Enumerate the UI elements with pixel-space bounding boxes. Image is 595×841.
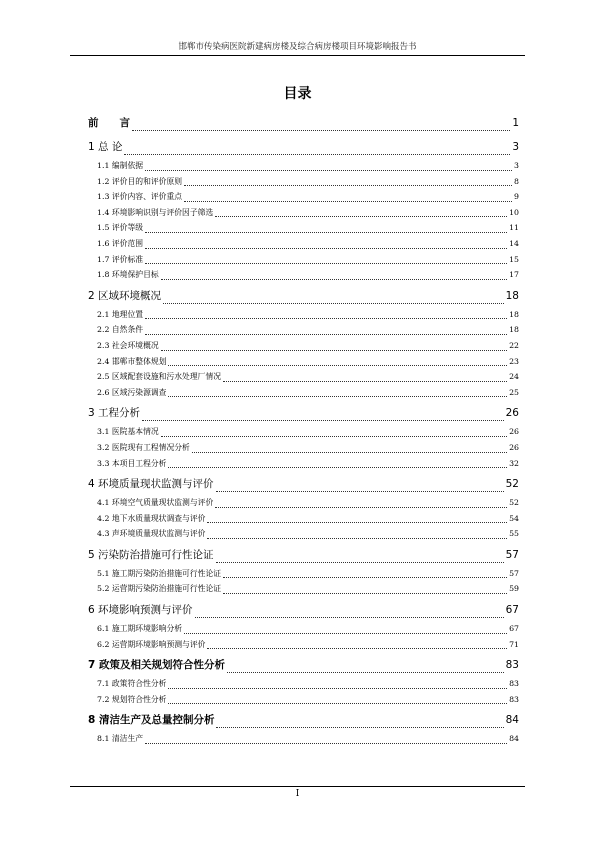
page-number: I xyxy=(295,789,300,799)
toc-entry-label: 2.2 自然条件 xyxy=(97,325,144,335)
toc-dot-leader xyxy=(145,263,507,264)
toc-entry-label: 1 总 论 xyxy=(88,141,123,153)
toc-dot-leader xyxy=(163,303,504,304)
toc-entry-page: 52 xyxy=(505,478,519,491)
toc-chapter-entry[interactable] xyxy=(88,710,519,731)
toc-entry-page: 10 xyxy=(509,207,519,217)
toc-entry-page: 18 xyxy=(509,309,519,319)
toc-dot-leader xyxy=(124,154,510,155)
toc-entry-page: 18 xyxy=(505,289,519,302)
toc-section-entry[interactable] xyxy=(88,338,519,354)
toc-section-entry[interactable] xyxy=(88,495,519,511)
toc-entry-label: 6.2 运营期环境影响预测与评价 xyxy=(97,639,206,649)
toc-entry-page: 15 xyxy=(509,254,519,264)
toc-entry-page: 8 xyxy=(514,176,519,186)
toc-section-entry[interactable] xyxy=(88,236,519,252)
toc-dot-leader xyxy=(223,577,507,578)
toc-entry-page: 84 xyxy=(505,714,519,727)
toc-entry-label: 8 清洁生产及总量控制分析 xyxy=(88,714,215,727)
toc-dot-leader xyxy=(192,452,507,453)
toc-section-entry[interactable] xyxy=(88,456,519,472)
toc-entry-label: 1.8 环境保护目标 xyxy=(97,270,159,280)
toc-dot-leader xyxy=(207,522,507,523)
toc-dot-leader xyxy=(168,365,507,366)
toc-section-entry[interactable] xyxy=(88,385,519,401)
toc-entry-page: 24 xyxy=(509,372,519,382)
toc-section-entry[interactable] xyxy=(88,676,519,692)
toc-chapter-entry[interactable] xyxy=(88,655,519,676)
toc-entry-label: 7 政策及相关规划符合性分析 xyxy=(88,659,225,672)
toc-entry-label: 3.2 医院现有工程情况分析 xyxy=(97,442,190,452)
toc-entry-page: 18 xyxy=(509,325,519,335)
toc-entry-label: 3.1 医院基本情况 xyxy=(97,427,159,437)
toc-section-entry[interactable] xyxy=(88,511,519,527)
toc-dot-leader xyxy=(223,381,507,382)
toc-dot-leader xyxy=(215,216,507,217)
toc-dot-leader xyxy=(216,727,503,728)
toc-dot-leader xyxy=(168,703,507,704)
footer-divider xyxy=(70,786,525,787)
toc-entry-page: 67 xyxy=(509,624,519,634)
toc-entry-page: 83 xyxy=(505,659,519,672)
toc-dot-leader xyxy=(216,562,504,563)
toc-entry-label: 2.5 区域配套设施和污水处理厂情况 xyxy=(97,372,222,382)
toc-section-entry[interactable] xyxy=(88,369,519,385)
toc-dot-leader xyxy=(184,185,512,186)
toc-entry-page: 1 xyxy=(512,117,519,129)
toc-entry-page: 22 xyxy=(509,340,519,350)
toc-section-entry[interactable] xyxy=(88,581,519,597)
toc-dot-leader xyxy=(223,593,507,594)
toc-section-entry[interactable] xyxy=(88,307,519,323)
toc-section-entry[interactable] xyxy=(88,267,519,283)
toc-entry-label: 4.3 声环境质量现状监测与评价 xyxy=(97,529,206,539)
toc-entry-page: 57 xyxy=(509,568,519,578)
toc-section-entry[interactable] xyxy=(88,252,519,268)
toc-entry-label: 5 污染防治措施可行性论证 xyxy=(88,548,214,561)
header-divider xyxy=(70,55,525,56)
toc-dot-leader xyxy=(207,538,507,539)
toc-entry-label: 1.7 评价标准 xyxy=(97,254,144,264)
toc-dot-leader xyxy=(161,350,507,351)
toc-dot-leader xyxy=(145,248,507,249)
toc-dot-leader xyxy=(168,396,507,397)
running-header: 邯郸市传染病医院新建病房楼及综合病房楼项目环境影响报告书 xyxy=(178,42,417,52)
toc-entry-label: 前 言 xyxy=(88,117,130,129)
toc-section-entry[interactable] xyxy=(88,440,519,456)
toc-entry-page: 25 xyxy=(509,387,519,397)
toc-entry-label: 2.6 区域污染源调查 xyxy=(97,387,167,397)
toc-entry-page: 83 xyxy=(509,694,519,704)
toc-entry-page: 67 xyxy=(505,604,519,617)
toc-entry-label: 2.3 社会环境概况 xyxy=(97,340,159,350)
toc-dot-leader xyxy=(227,672,504,673)
toc-section-entry[interactable] xyxy=(88,205,519,221)
toc-section-entry[interactable] xyxy=(88,526,519,542)
toc-entry-page: 59 xyxy=(509,584,519,594)
toc-entry-label: 1.6 评价范围 xyxy=(97,238,144,248)
toc-dot-leader xyxy=(168,467,507,468)
toc-entry-label: 3.3 本项目工程分析 xyxy=(97,458,167,468)
toc-entry-page: 54 xyxy=(509,513,519,523)
toc-entry-page: 71 xyxy=(509,639,519,649)
toc-entry-page: 14 xyxy=(509,238,519,248)
toc-dot-leader xyxy=(195,617,504,618)
toc-entry-label: 4.1 环境空气质量现状监测与评价 xyxy=(97,498,214,508)
toc-entry-label: 2 区域环境概况 xyxy=(88,289,162,302)
toc-entry-label: 6 环境影响预测与评价 xyxy=(88,604,193,617)
toc-entry-label: 1.2 评价目的和评价原则 xyxy=(97,176,183,186)
toc-dot-leader xyxy=(207,648,507,649)
toc-section-entry[interactable] xyxy=(88,174,519,190)
toc-section-entry[interactable] xyxy=(88,731,519,747)
toc-entry-page: 9 xyxy=(514,192,519,202)
toc-chapter-entry[interactable] xyxy=(88,600,519,621)
toc-dot-leader xyxy=(215,507,507,508)
toc-section-entry[interactable] xyxy=(88,621,519,637)
toc-entry-page: 52 xyxy=(509,498,519,508)
toc-dot-leader xyxy=(145,318,507,319)
toc-entry-label: 3 工程分析 xyxy=(88,407,141,420)
toc-section-entry[interactable] xyxy=(88,692,519,708)
toc-dot-leader xyxy=(145,232,507,233)
toc-dot-leader xyxy=(142,420,504,421)
toc-dot-leader xyxy=(161,436,507,437)
toc-title: 目录 xyxy=(283,86,312,102)
toc-entry-page: 17 xyxy=(509,270,519,280)
toc-entry-page: 23 xyxy=(509,356,519,366)
toc-entry-label: 5.1 施工期污染防治措施可行性论证 xyxy=(97,568,222,578)
toc-dot-leader xyxy=(132,130,510,131)
toc-entry-page: 57 xyxy=(505,548,519,561)
toc-entry-label: 1.3 评价内容、评价重点 xyxy=(97,192,183,202)
toc-entry-label: 2.4 邯郸市整体规划 xyxy=(97,356,167,366)
toc-entry-label: 2.1 地理位置 xyxy=(97,309,144,319)
toc-entry-page: 11 xyxy=(509,223,519,233)
toc-chapter-entry[interactable] xyxy=(88,545,519,566)
toc-entry-label: 1.1 编制依据 xyxy=(97,161,144,170)
toc-dot-leader xyxy=(145,334,507,335)
toc-entry-page: 3 xyxy=(512,141,519,153)
toc-entry-page: 26 xyxy=(509,427,519,437)
toc-dot-leader xyxy=(161,279,507,280)
toc-entry-label: 4 环境质量现状监测与评价 xyxy=(88,478,214,491)
toc-entry-page: 26 xyxy=(509,442,519,452)
toc-section-entry[interactable] xyxy=(88,354,519,370)
toc-section-entry[interactable] xyxy=(88,566,519,582)
toc-section-entry[interactable] xyxy=(88,158,519,174)
toc-entry-label: 7.2 规划符合性分析 xyxy=(97,694,167,704)
table-of-contents xyxy=(88,113,519,747)
toc-entry-page: 32 xyxy=(509,458,519,468)
toc-dot-leader xyxy=(145,743,507,744)
toc-dot-leader xyxy=(216,491,504,492)
toc-entry-label: 5.2 运营期污染防治措施可行性论证 xyxy=(97,584,222,594)
toc-entry-label: 6.1 施工期环境影响分析 xyxy=(97,624,183,634)
toc-entry-page: 84 xyxy=(509,734,519,744)
toc-section-entry[interactable] xyxy=(88,322,519,338)
toc-section-entry[interactable] xyxy=(88,637,519,653)
toc-section-entry[interactable] xyxy=(88,424,519,440)
toc-chapter-entry[interactable] xyxy=(88,403,519,424)
toc-chapter-entry[interactable] xyxy=(88,474,519,495)
toc-dot-leader xyxy=(168,688,507,689)
toc-chapter-entry[interactable] xyxy=(88,113,519,134)
toc-section-entry[interactable] xyxy=(88,189,519,205)
toc-entry-label: 1.4 环境影响识别与评价因子筛选 xyxy=(97,207,214,217)
toc-entry-page: 55 xyxy=(509,529,519,539)
toc-dot-leader xyxy=(184,201,512,202)
toc-chapter-entry[interactable] xyxy=(88,137,519,158)
toc-entry-page: 3 xyxy=(514,161,519,170)
toc-entry-label: 1.5 评价等级 xyxy=(97,223,144,233)
toc-entry-label: 8.1 清洁生产 xyxy=(97,734,144,744)
toc-entry-page: 26 xyxy=(505,407,519,420)
toc-chapter-entry[interactable] xyxy=(88,286,519,307)
toc-dot-leader xyxy=(184,633,507,634)
toc-entry-label: 7.1 政策符合性分析 xyxy=(97,679,167,689)
toc-section-entry[interactable] xyxy=(88,220,519,236)
toc-entry-page: 83 xyxy=(509,679,519,689)
toc-entry-label: 4.2 地下水质量现状调查与评价 xyxy=(97,513,206,523)
toc-dot-leader xyxy=(145,170,512,171)
